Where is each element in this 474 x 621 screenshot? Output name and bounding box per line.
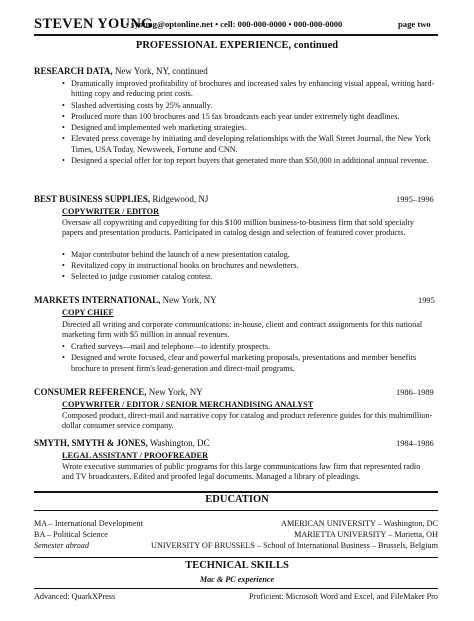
job-title: COPY CHIEF: [62, 308, 114, 317]
skills-divider-top: [34, 557, 438, 558]
degree-ma: MA – International Development: [34, 519, 143, 528]
consumer-reference-company-line: [34, 387, 203, 397]
company-name: RESEARCH DATA,: [34, 66, 113, 76]
education-divider-top: [34, 491, 438, 493]
page-number: page two: [398, 19, 431, 29]
proficient-skills: Proficient: Microsoft Word and Excel, and FileMaker Pro: [249, 592, 438, 601]
employment-dates: 1984–1986: [396, 439, 434, 448]
markets-international-company-line: [34, 295, 217, 305]
company-location: New York, NY, continued: [112, 66, 208, 76]
job-title: LEGAL ASSISTANT / PROOFREADER: [62, 451, 209, 460]
research-data-bullets: [62, 79, 436, 167]
school-marietta: MARIETTA UNIVERSITY – Marietta, OH: [294, 530, 438, 539]
company-location: New York, NY: [160, 295, 217, 305]
company-name: SMYTH, SMYTH & JONES,: [34, 438, 148, 448]
markets-international-bullets: [62, 342, 436, 375]
company-name: BEST BUSINESS SUPPLIES,: [34, 194, 151, 204]
education-heading: EDUCATION: [205, 494, 269, 505]
list-item: • Major contributor behind the launch of a new presentation catalog.: [62, 250, 436, 260]
list-item: • Produced more than 100 brochures and 15 fax broadcasts each year under extremely tight deadlines.: [62, 112, 436, 122]
list-item: • Revitalized copy in instructional books on brochures and newsletters.: [62, 261, 436, 271]
list-item: • Crafted surveys—mail and telephone—to identify prospects.: [62, 342, 436, 352]
best-business-company-line: [34, 194, 438, 204]
employment-dates: 1995–1996: [396, 195, 434, 204]
school-brussels: UNIVERSITY OF BRUSSELS – School of International Business – Brussels, Belgium: [151, 541, 438, 550]
skills-divider-bottom: [34, 588, 438, 589]
advanced-skills: Advanced: QuarkXPress: [34, 592, 116, 601]
job-description: Composed product, direct-mail and narrative copy for catalog and product reference guides for this multimillion-dollar consumer service company.: [62, 411, 433, 431]
header-divider: [34, 34, 438, 36]
job-description: Wrote executive summaries of public programs for this large communications law firm that represented radio and TV broadcasters. Edited and proofed legal documents. Managed a library of pleadings.: [62, 462, 421, 482]
list-item: • Dramatically improved profitability of brochures and increased sales by enhancing visual appeal, writing hard-hitting copy and reducing print costs.: [62, 79, 436, 100]
degree-ba: BA – Political Science: [34, 530, 108, 539]
company-location: Washington, DC: [147, 438, 210, 448]
job-description: Oversaw all copywriting and copyediting for this $100 million business-to-business firm that sold specialty papers and presentation products. Participated in catalog design and selection of featured cover products.: [62, 218, 414, 238]
experience-heading: PROFESSIONAL EXPERIENCE, continued: [135, 40, 339, 51]
job-title: COPYWRITER / EDITOR / SENIOR MERCHANDISING ANALYST: [62, 400, 314, 409]
company-name: CONSUMER REFERENCE,: [34, 387, 147, 397]
list-item: • Slashed advertising costs by 25% annually.: [62, 101, 436, 111]
job-title: COPYWRITER / EDITOR: [62, 207, 160, 216]
skills-heading: TECHNICAL SKILLS: [185, 560, 289, 571]
company-name: MARKETS INTERNATIONAL,: [34, 295, 161, 305]
list-item: • Designed and implemented web marketing strategies.: [62, 123, 436, 133]
list-item: • Selected to judge customer catalog contest.: [62, 272, 436, 282]
skills-subtitle: Mac & PC experience: [199, 575, 275, 584]
school-american: AMERICAN UNIVERSITY – Washington, DC: [281, 519, 438, 528]
list-item: • Elevated press coverage by initiating and developing relationships with the Wall Street Journal, the New York Times, USA Today, Newsweek, Fortune and CNN.: [62, 134, 436, 155]
best-business-bullets: [62, 250, 436, 284]
education-divider-bottom: [34, 510, 438, 511]
contact-info: • syoung@optonline.net • cell: 000-000-0000 • 000-000-0000: [126, 19, 343, 29]
employment-dates: 1995: [418, 296, 435, 305]
semester-abroad: Semester abroad: [34, 541, 89, 550]
list-item: • Designed a special offer for top report buyers that generated more than $50,000 in additional annual revenue.: [62, 156, 436, 166]
research-data-company-line: [34, 66, 208, 76]
employment-dates: 1986–1989: [396, 388, 434, 397]
smyth-company-line: [34, 438, 210, 448]
company-location: New York, NY: [146, 387, 203, 397]
job-description: Directed all writing and corporate communications: in-house, client and contract assignments for this national marketing firm with $5 million in annual revenues.: [62, 320, 423, 340]
list-item: • Designed and wrote focused, clear and powerful marketing proposals, presentations and member benefits brochure to present firm's lead-generation and direct-mail programs.: [62, 353, 436, 374]
company-location: Ridgewood, NJ: [150, 194, 209, 204]
candidate-name: STEVEN YOUNG: [34, 16, 153, 32]
